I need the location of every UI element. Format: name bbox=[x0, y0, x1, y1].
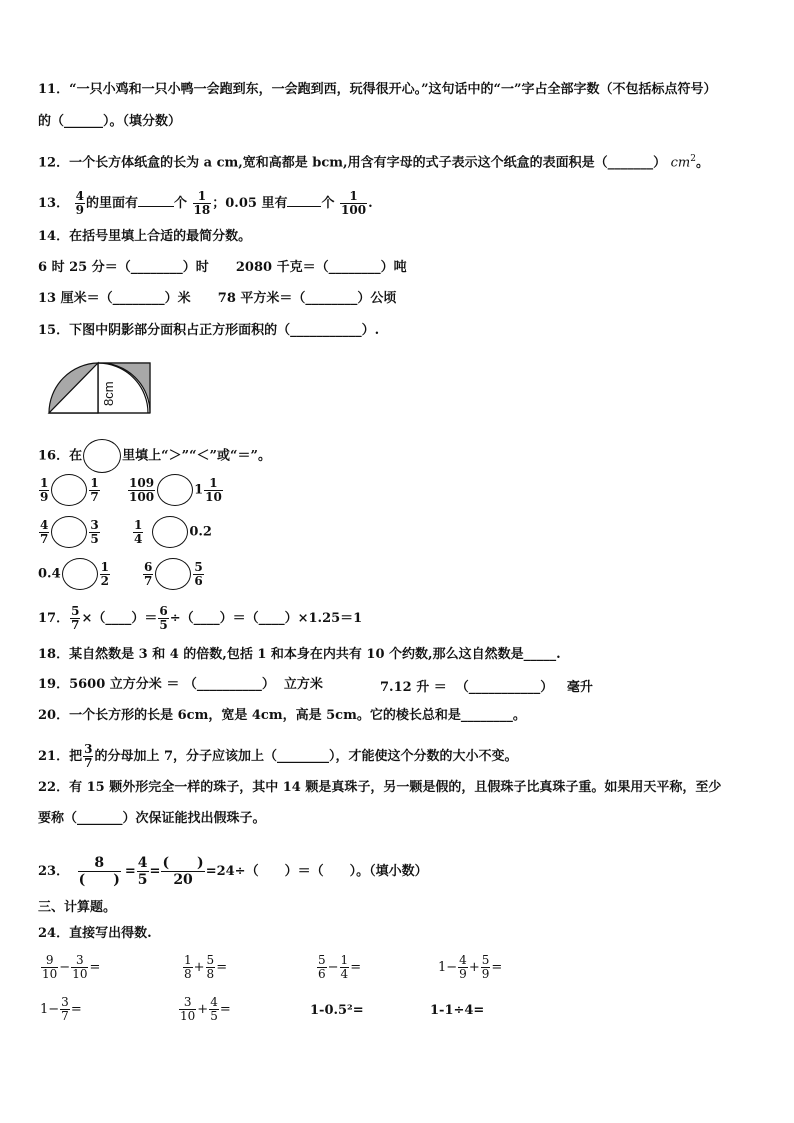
compare-circle[interactable] bbox=[155, 558, 191, 590]
q20: 20．一个长方形的长是 6cm，宽是 4cm，高是 5cm。它的棱长总和是________。 bbox=[38, 708, 526, 723]
q16: 16．在 里填上“＞”“＜”或“＝”。 bbox=[38, 439, 271, 473]
q24-expr-2: $\frac{1}{8}$ + $\frac{5}{8}$ = bbox=[184, 953, 228, 981]
compare-circle[interactable] bbox=[157, 474, 193, 506]
q14-row1: 6 时 25 分＝（________）时 2080 千克＝（________）吨 bbox=[38, 260, 407, 275]
q15-figure bbox=[47, 361, 153, 415]
compare-circle[interactable] bbox=[51, 516, 87, 548]
q24-expr-6: $\frac{3}{10}$ + $\frac{4}{5}$ = bbox=[180, 995, 231, 1023]
q16-row3-right: $\frac{6}{7}$ $\frac{5}{6}$ bbox=[142, 558, 205, 590]
q24-expr-3: $\frac{5}{6}$ − $\frac{1}{4}$ = bbox=[318, 953, 362, 981]
q15: 15．下图中阴影部分面积占正方形面积的（___________）. bbox=[38, 323, 380, 338]
q16-row1-left: $\frac{1}{9}$ $\frac{1}{7}$ bbox=[38, 474, 101, 506]
q15-figure-label: 8cm bbox=[101, 381, 116, 406]
q23: 23． $\frac{8}{( )}$ = $\frac{4}{5}$ = $\frac{( )}{20}$ =24÷（ ）＝（ ）。（填小数） bbox=[38, 855, 428, 888]
q22-line1: 22．有 15 颗外形完全一样的珠子，其中 14 颗是真珠子，另一颗是假的，且假珠子比真珠子重。如果用天平称，至少 bbox=[38, 780, 722, 795]
q24: 24．直接写出得数. bbox=[38, 926, 152, 941]
q16-example-circle bbox=[83, 439, 121, 473]
q16-row1-right: $\frac{109}{100}$ 1 $\frac{1}{10}$ bbox=[127, 474, 224, 506]
q12: 12．一个长方体纸盒的长为 a cm,宽和高都是 bcm,用含有字母的式子表示这个纸盒的表面积是（_______） $cm^2$。 bbox=[38, 154, 709, 171]
q19: 19．5600 立方分米 ＝ （__________） 立方米 bbox=[38, 677, 323, 692]
q21: 21．把 $\frac{3}{7}$ 的分母加上 7，分子应该加上（________），才能使这个分数的大小不变。 bbox=[38, 742, 518, 770]
q11-line1: 11．“一只小鸡和一只小鸭一会跑到东，一会跑到西，玩得很开心。”这句话中的“一”字占全部字数（不包括标点符号） bbox=[38, 82, 717, 97]
q22-line2: 要称（_______）次保证能找出假珠子。 bbox=[38, 811, 266, 826]
q16-row2-right: $\frac{1}{4}$ 0.2 bbox=[132, 516, 212, 548]
q24-expr-8: 1-1÷4= bbox=[430, 1003, 485, 1018]
q24-expr-4: 1− $\frac{4}{9}$ + $\frac{5}{9}$ = bbox=[438, 953, 503, 981]
q16-row3-left: 0.4 $\frac{1}{2}$ bbox=[38, 558, 111, 590]
compare-circle[interactable] bbox=[62, 558, 98, 590]
q11-line2: 的（______）。（填分数） bbox=[38, 114, 182, 129]
q24-expr-5: 1− $\frac{3}{7}$ = bbox=[40, 995, 82, 1023]
q24-expr-1: $\frac{9}{10}$ − $\frac{3}{10}$ = bbox=[42, 953, 101, 981]
compare-circle[interactable] bbox=[152, 516, 188, 548]
section-title: 三、计算题。 bbox=[38, 900, 117, 915]
q14: 14．在括号里填上合适的最简分数。 bbox=[38, 229, 252, 244]
q18: 18．某自然数是 3 和 4 的倍数,包括 1 和本身在内共有 10 个约数,那么这自然数是_____. bbox=[38, 647, 561, 662]
q17: 17． $\frac{5}{7}$ ×（____）＝ $\frac{6}{5}$ ÷（____）＝（____）×1.25＝1 bbox=[38, 604, 363, 632]
q13: 13． $\frac{4}{9}$ 的里面有 个 $\frac{1}{18}$ ；0.05 里有 个 $\frac{1}{100}$ . bbox=[38, 189, 373, 217]
q14-row2: 13 厘米＝（________）米 78 平方米＝（________）公顷 bbox=[38, 291, 397, 306]
compare-circle[interactable] bbox=[51, 474, 87, 506]
q19-b: 7.12 升 ＝ （___________） 毫升 bbox=[380, 680, 593, 695]
q16-row2-left: $\frac{4}{7}$ $\frac{3}{5}$ bbox=[38, 516, 101, 548]
q24-expr-7: 1-0.5²= bbox=[310, 1003, 364, 1018]
